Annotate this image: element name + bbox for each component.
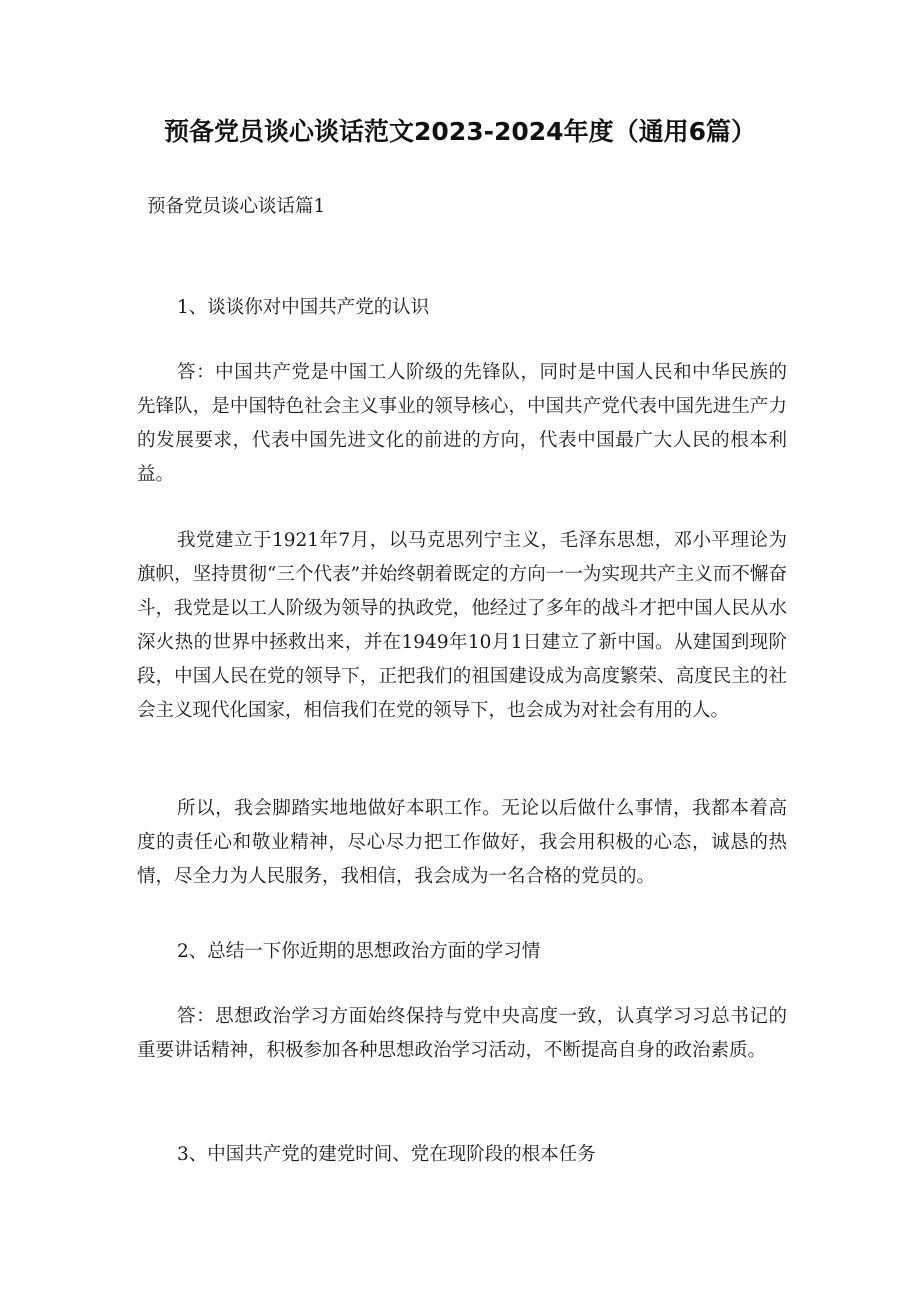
question-2: 2、总结一下你近期的思想政治方面的学习情 [177,941,541,962]
history-paragraph: 我党建立于1921年7月，以马克思列宁主义，毛泽东思想，邓小平理论为旗帜，坚持贯彻“三个代表”并始终朝着既定的方向一一为实现共产主义而不懈奋斗，我党是以工人阶级为领导的执政党，他经过了多年的战斗才把中国人民从水深火热的世界中拯救出来，并在1949年10月1日建立了新中国。从建国到现阶段，中国人民在党的领导下，正把我们的祖国建设成为高度繁荣、高度民主的社会主义现代化国家，相信我们在党的领导下，也会成为对社会有用的人。 [137,530,787,721]
answer-2-paragraph: 答：思想政治学习方面始终保持与党中央高度一致，认真学习习总书记的重要讲话精神，积极参加各种思想政治学习活动，不断提高自身的政治素质。 [137,1006,787,1061]
section-heading: 预备党员谈心谈话篇1 [147,196,326,217]
question-3: 3、中国共产党的建党时间、党在现阶段的根本任务 [177,1144,596,1165]
answer-1-paragraph: 答：中国共产党是中国工人阶级的先锋队，同时是中国人民和中华民族的先锋队，是中国特色社会主义事业的领导核心，中国共产党代表中国先进生产力的发展要求，代表中国先进文化的前进的方向，代表中国最广大人民的根本利益。 [137,362,787,485]
document-title: 预备党员谈心谈话范文2023-2024年度（通用6篇） [164,117,756,146]
question-1: 1、谈谈你对中国共产党的认识 [177,297,430,318]
commitment-paragraph: 所以，我会脚踏实地地做好本职工作。无论以后做什么事情，我都本着高度的责任心和敬业精神，尽心尽力把工作做好，我会用积极的心态，诚恳的热情，尽全力为人民服务，我相信，我会成为一名合格的党员的。 [137,798,787,887]
